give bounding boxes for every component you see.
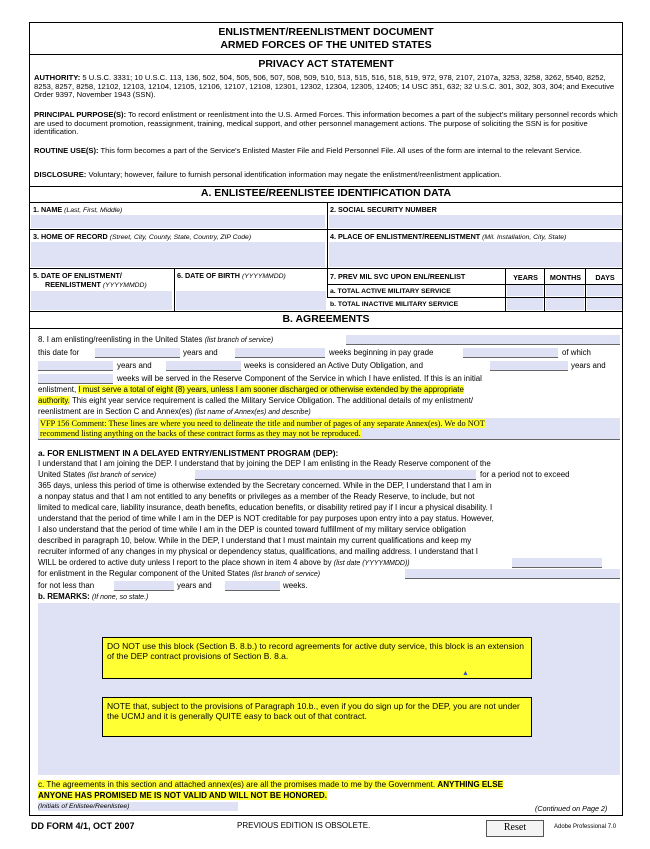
active-days-field[interactable] bbox=[587, 285, 622, 296]
routine-use-paragraph: ROUTINE USE(S): This form becomes a part of the Service's Enlisted Master File and Field Personnel File. All uses of the form are internal to the relevant Service. bbox=[34, 146, 582, 155]
p8-line6: authority. This eight year service requirement is called the Military Service Obligation. The additional details of my enlistment/ bbox=[38, 396, 474, 405]
total-inactive-label: b. TOTAL INACTIVE MILITARY SERVICE bbox=[330, 301, 459, 308]
p8-line5: enlistment, I must serve a total of eight (8) years, unless I am sooner discharged or otherwise extended by the appropriate bbox=[38, 385, 464, 394]
dep-line3: 365 days, unless this period of time is otherwise extended by the Secretary concerned. While in the DEP, I understand that I am in bbox=[38, 481, 492, 490]
dep-line12a: for not less than bbox=[38, 581, 95, 590]
prev-mil-svc-label: 7. PREV MIL SVC UPON ENL/REENLIST bbox=[330, 272, 466, 281]
p8-of-which: of which bbox=[562, 348, 591, 357]
pay-grade-field[interactable] bbox=[463, 348, 558, 358]
regular-branch-field[interactable] bbox=[405, 569, 620, 579]
name-field[interactable] bbox=[31, 215, 325, 228]
disclosure-paragraph: DISCLOSURE: Voluntary; however, failure to furnish personal identification information may negate the enlistment/reenlistment application. bbox=[34, 170, 502, 179]
months-header: MONTHS bbox=[549, 273, 582, 282]
ucmj-note: NOTE that, subject to the provisions of Paragraph 10.b., even if you do sign up for the DEP, you are not under the UCMJ and it is generally QUITE easy to back out of that contract. bbox=[102, 697, 532, 737]
dep-line8: described in paragraph 10, below. While in the DEP, I understand that I must maintain my current qualifications and keep my bbox=[38, 536, 472, 545]
form-frame bbox=[29, 22, 623, 816]
dep-line4: a nonpay status and that I am not entitled to any benefits or privileges as a member of the Ready Reserve, to include, but not bbox=[38, 492, 475, 501]
dep-line2: United States (list branch of service) bbox=[38, 470, 157, 479]
place-of-enlistment-label: 4. PLACE OF ENLISTMENT/REENLISTMENT (Mil. Installation, City, State) bbox=[330, 232, 567, 241]
branch-of-service-field[interactable] bbox=[346, 335, 620, 345]
days-header: DAYS bbox=[595, 273, 615, 282]
p8-c-years-and: years and bbox=[117, 361, 152, 370]
weeks-field[interactable] bbox=[235, 348, 325, 358]
total-active-label: a. TOTAL ACTIVE MILITARY SERVICE bbox=[330, 288, 451, 295]
p8-line7: reenlistment are in Section C and Annex(es) (list name of Annex(es) and describe) bbox=[38, 407, 311, 416]
date-of-enlistment-field[interactable] bbox=[31, 291, 172, 310]
ssn-field[interactable] bbox=[329, 215, 622, 228]
dep-heading: a. FOR ENLISTMENT IN A DELAYED ENTRY/ENLISTMENT PROGRAM (DEP): bbox=[38, 448, 339, 458]
p8-line4: weeks will be served in the Reserve Component of the Service in which I have enlisted. If this is an initial bbox=[117, 374, 482, 383]
years-field[interactable] bbox=[95, 348, 180, 358]
obsolete-notice: PREVIOUS EDITION IS OBSOLETE. bbox=[237, 821, 371, 830]
reserve-weeks-field[interactable] bbox=[38, 374, 113, 384]
p8-years-and: years and bbox=[183, 348, 218, 357]
dep-line9: recruiter informed of any changes in my physical or dependency status, qualifications, and mailing address. I understand that I bbox=[38, 547, 478, 556]
purpose-paragraph: PRINCIPAL PURPOSE(S): To record enlistment or reenlistment into the U.S. Armed Forces. This information becomes a part of the subject's military personnel records which are used to document promotion, reassignment, training, medical support, and other personnel management actions. The purpose of soliciting the SSN is for positive identification. bbox=[34, 110, 618, 137]
dep-branch-field[interactable] bbox=[195, 470, 476, 480]
name-label: 1. NAME (Last, First, Middle) bbox=[33, 205, 123, 214]
ado-years-field[interactable] bbox=[38, 361, 113, 371]
active-years-field[interactable] bbox=[507, 285, 543, 296]
authority-paragraph: AUTHORITY: 5 U.S.C. 3331; 10 U.S.C. 113, 136, 502, 504, 505, 506, 507, 508, 509, 510, 513, 515, 516, 518, 519, 972, 978, 2107, 2107a, 3253, 3258, 3262, 5540, 8252, 8253, 8257, 8258, 12102, 12103, 12104, 12105, 12106, 12107, 12108, 12301, 12302, 12304, 12305, 12405; 14 USC 351, 632; 32 U.S.C. 301, 302, 303, 304; and Executive Order 9397, November 1943 (SSN). bbox=[34, 73, 615, 100]
form-number: DD FORM 4/1, OCT 2007 bbox=[31, 821, 135, 831]
mso-highlight: I must serve a total of eight (8) years, unless I am sooner discharged or otherwise extended by the appropriate bbox=[78, 385, 464, 394]
agreements-c-line2: ANYONE HAS PROMISED ME IS NOT VALID AND WILL NOT BE HONORED. bbox=[38, 791, 327, 800]
initials-label: (Initials of Enlistee/Reenlistee) bbox=[38, 803, 130, 810]
vfp-comment: VFP 156 Comment: These lines are where you need to delineate the title and number of pages of any separate Annex(es). We do NOT recommend listing anything on the backs of these contract forms as they may not be reproduced. bbox=[40, 419, 485, 438]
regular-years-field[interactable] bbox=[114, 581, 174, 591]
inactive-years-field[interactable] bbox=[507, 298, 543, 310]
dep-line10: WILL be ordered to active duty unless I report to the place shown in item 4 above by (list date (YYYYMMDD)) bbox=[38, 558, 410, 567]
dep-line1: I understand that I am joining the DEP. I understand that by joining the DEP I am enlisting in the Ready Reserve component of the bbox=[38, 459, 491, 468]
remarks-heading: b. REMARKS: (If none, so state.) bbox=[38, 592, 149, 601]
ado-weeks-field[interactable] bbox=[166, 361, 241, 371]
remarks-field[interactable] bbox=[38, 603, 620, 775]
dep-line2-end: for a period not to exceed bbox=[480, 470, 570, 479]
dep-line5: limited to medical care, liability insurance, death benefits, education benefits, or disability retired pay if I incur a physical disability. I bbox=[38, 503, 493, 512]
continued-label: (Continued on Page 2) bbox=[535, 804, 608, 813]
ssn-label: 2. SOCIAL SECURITY NUMBER bbox=[330, 205, 437, 214]
report-date-field[interactable] bbox=[512, 558, 602, 568]
p8-this-date: this date for bbox=[38, 348, 80, 357]
dep-line12c: weeks. bbox=[283, 581, 308, 590]
date-of-birth-field[interactable] bbox=[176, 291, 326, 310]
p8-ado-text: weeks is considered an Active Duty Obligation, and bbox=[244, 361, 423, 370]
date-of-enlistment-label: 5. DATE OF ENLISTMENT/ REENLISTMENT (YYYYMMDD) bbox=[33, 271, 147, 289]
inactive-days-field[interactable] bbox=[587, 298, 622, 310]
home-of-record-label: 3. HOME OF RECORD (Street, City, County, State, Country, ZIP Code) bbox=[33, 232, 252, 241]
dep-block-note: DO NOT use this block (Section B. 8.b.) to record agreements for active duty service, this block is an extension of the DEP contract provisions of Section B. 8.a. bbox=[102, 637, 532, 679]
form-title-1: ENLISTMENT/REENLISTMENT DOCUMENT bbox=[218, 26, 434, 38]
form-title-2: ARMED FORCES OF THE UNITED STATES bbox=[220, 39, 432, 51]
section-b-heading: B. AGREEMENTS bbox=[30, 313, 622, 325]
agreements-c-line1: c. The agreements in this section and attached annex(es) are all the promises made to me by the Government. ANYTHING ELSE bbox=[38, 780, 504, 789]
active-months-field[interactable] bbox=[546, 285, 584, 296]
inactive-months-field[interactable] bbox=[546, 298, 584, 310]
adobe-version: Adobe Professional 7.0 bbox=[554, 824, 617, 830]
privacy-heading: PRIVACY ACT STATEMENT bbox=[258, 58, 394, 70]
p8-c3-years-and: years and bbox=[571, 361, 606, 370]
home-of-record-field[interactable] bbox=[31, 242, 325, 267]
dep-line7: I also understand that the period of time while I am in the DEP is counted toward fulfillment of my military service obligation bbox=[38, 525, 466, 534]
dep-line12b: years and bbox=[177, 581, 212, 590]
section-a-heading: A. ENLISTEE/REENLISTEE IDENTIFICATION DATA bbox=[30, 187, 622, 199]
dep-line6: understand that the period of time while I am in the DEP is NOT creditable for pay purposes upon entry into a pay status. However, bbox=[38, 514, 494, 523]
date-of-birth-label: 6. DATE OF BIRTH (YYYYMMDD) bbox=[177, 271, 286, 280]
years-header: YEARS bbox=[513, 273, 538, 282]
dep-line11: for enlistment in the Regular component of the United States (list branch of service) bbox=[38, 569, 321, 578]
reserve-years-field[interactable] bbox=[490, 361, 568, 371]
p8-weeks-beginning: weeks beginning in pay grade bbox=[329, 348, 434, 357]
p8-line1: 8. I am enlisting/reenlisting in the United States (list branch of service) bbox=[38, 335, 274, 344]
cursor-caret-icon: ▲ bbox=[462, 670, 469, 677]
regular-weeks-field[interactable] bbox=[225, 581, 280, 591]
reset-button[interactable]: Reset bbox=[486, 820, 544, 837]
place-of-enlistment-field[interactable] bbox=[329, 242, 622, 267]
